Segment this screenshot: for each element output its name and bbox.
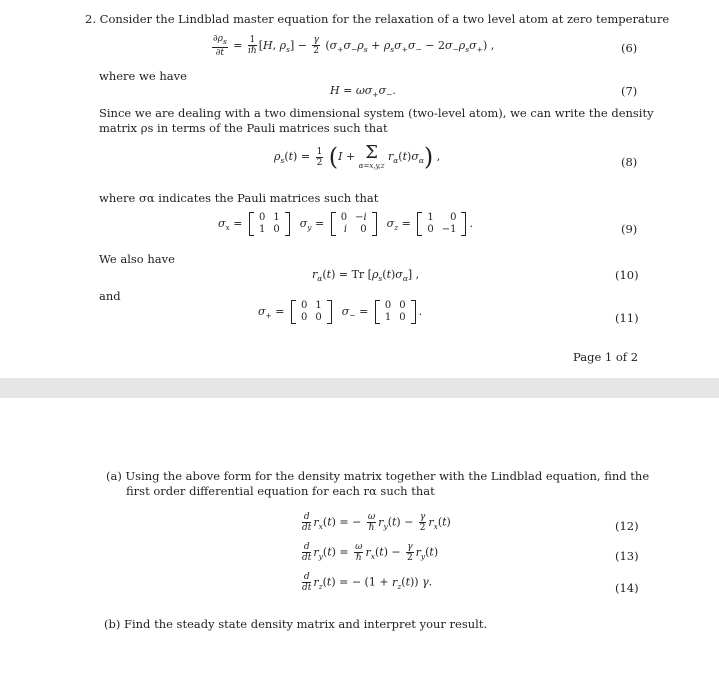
eq-number-6: (6) bbox=[621, 41, 638, 55]
pauli-x-matrix: 0 1 1 0 bbox=[249, 212, 290, 236]
eq-number-7: (7) bbox=[621, 84, 638, 98]
equation-trace: $r_\alpha(t) = Tr$ $[\rho_s(t)\sigma_\alpha]$ , bbox=[312, 268, 420, 284]
equation-dry: $\frac{d}{dt}$ $r_y(t)$ = $\frac{\omega}{\text{ℏ}}$ $r_x(t)$ − $\frac{\gamma}{2}$ $r_y(t)$ bbox=[302, 542, 439, 563]
equation-pauli-matrices: $\sigma_x$ = 0 1 1 0 $\sigma_y$ = 0 −i i 0 $\sigma_z$ = 1 0 0 −1 . bbox=[218, 212, 473, 235]
pauli-z-matrix: 1 0 0 −1 bbox=[417, 212, 466, 236]
equation-raising-lowering: $\sigma_+$ = 0 1 0 0 $\sigma_-$ = 0 0 1 0 . bbox=[258, 300, 423, 323]
page-footer: Page 1 of 2 bbox=[573, 350, 639, 364]
equation-drx: $\frac{d}{dt}$ $r_x(t)$ = − $\frac{\omega}{\text{ℏ}}$ $r_y(t)$ − $\frac{\gamma}{2}$ $r_x(t)$ bbox=[302, 512, 451, 533]
eq-number-8: (8) bbox=[621, 155, 638, 169]
document-page-2 bbox=[0, 398, 719, 675]
eq-number-10: (10) bbox=[615, 268, 639, 282]
eq-number-12: (12) bbox=[615, 519, 639, 533]
eq-number-11: (11) bbox=[615, 311, 639, 325]
and-text: and bbox=[99, 289, 121, 303]
where-we-have-text: where we have bbox=[99, 69, 187, 83]
since-text-line2: matrix ρs in terms of the Pauli matrices such that bbox=[99, 121, 388, 135]
pauli-y-matrix: 0 −i i 0 bbox=[331, 212, 377, 236]
where-sigma-text: where σα indicates the Pauli matrices such that bbox=[99, 191, 379, 205]
eq-number-13: (13) bbox=[615, 549, 639, 563]
eq-number-14: (14) bbox=[615, 581, 639, 595]
problem-intro: 2. Consider the Lindblad master equation for the relaxation of a two level atom at zero temperature bbox=[85, 12, 670, 26]
eq-number-9: (9) bbox=[621, 222, 638, 236]
since-text-line1: Since we are dealing with a two dimensional system (two-level atom), we can write the density bbox=[99, 106, 654, 120]
equation-lindblad: $\frac{\partial\rho_s}{\partial t}$ = $\frac{1}{\text{iℏ}}$ [H, $\rho_s$] − $\frac{\gamma}{2}$ $(\sigma_+\sigma_-\rho_s + \rho_s\sigma_+\sigma_- - 2\sigma_-\rho_s\sigma_+)$ , bbox=[213, 34, 495, 58]
sigma-minus-matrix: 0 0 1 0 bbox=[375, 300, 416, 324]
equation-hamiltonian: $H = \omega\sigma_+\sigma_-$. bbox=[330, 84, 396, 100]
we-also-have-text: We also have bbox=[99, 252, 175, 266]
page-separator bbox=[0, 378, 719, 398]
equation-density-matrix: $\rho_s(t)$ = $\frac{1}{2}$ (I + Σ α=x,y,z $r_\alpha(t)\sigma_\alpha$) , bbox=[274, 142, 441, 171]
equation-drz: $\frac{d}{dt}$ $r_z(t)$ = − $(1 + r_z(t))$ γ. bbox=[302, 572, 433, 593]
sigma-plus-matrix: 0 1 0 0 bbox=[291, 300, 332, 324]
part-a-line2: first order differential equation for each rα such that bbox=[126, 484, 435, 498]
part-b-text: (b) Find the steady state density matrix and interpret your result. bbox=[104, 617, 488, 631]
part-a-line1: (a) Using the above form for the density matrix together with the Lindblad equation, find the bbox=[106, 469, 650, 483]
